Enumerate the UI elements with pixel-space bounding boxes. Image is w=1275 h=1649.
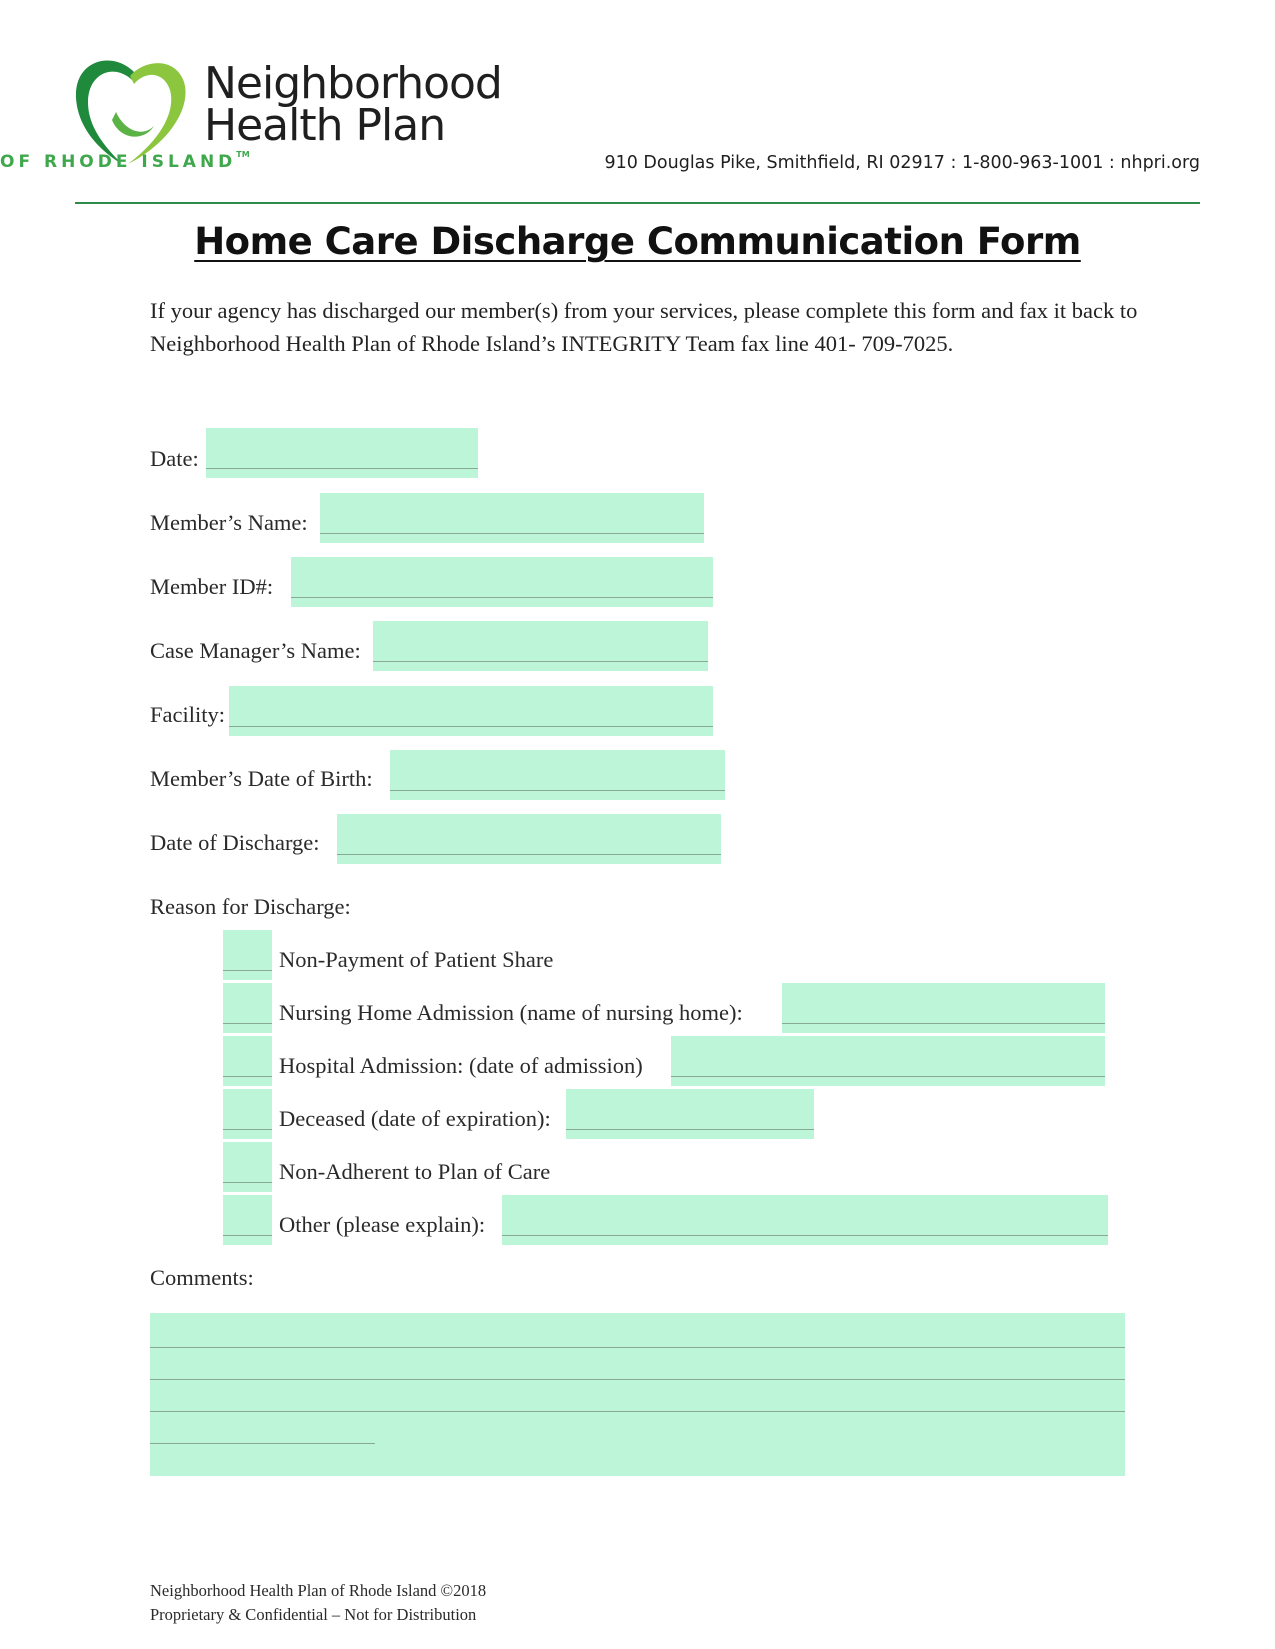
other-explain-container: [502, 1195, 1108, 1245]
header-divider: [75, 202, 1200, 204]
date-field[interactable]: [206, 428, 478, 478]
member-name-field[interactable]: [320, 493, 704, 543]
other-label: Other (please explain):: [279, 1212, 486, 1237]
other-checkbox[interactable]: [223, 1195, 272, 1245]
facility-field-container: [229, 686, 713, 736]
deceased-checkbox[interactable]: [223, 1089, 272, 1139]
nursing-home-name-container: [782, 983, 1105, 1033]
date-label: Date:: [150, 446, 199, 471]
hospital-admission-date-field[interactable]: [671, 1036, 1105, 1086]
nursing-home-name-field[interactable]: [782, 983, 1105, 1033]
other-explain-field[interactable]: [502, 1195, 1108, 1245]
member-id-label: Member ID#:: [150, 574, 274, 599]
nursing-home-checkbox[interactable]: [223, 983, 272, 1033]
non-payment-label: Non-Payment of Patient Share: [279, 947, 554, 972]
deceased-label: Deceased (date of expiration):: [279, 1106, 551, 1131]
brand-name-line3: OF RHODE ISLAND™: [0, 150, 250, 172]
footer-confidential: Proprietary & Confidential – Not for Distribution: [150, 1605, 477, 1624]
member-id-field[interactable]: [291, 557, 713, 607]
member-dob-field[interactable]: [390, 750, 725, 800]
case-manager-field-container: [373, 621, 708, 671]
discharge-date-field-container: [337, 814, 721, 864]
date-field-container: [206, 428, 478, 478]
member-id-field-container: [291, 557, 713, 607]
non-adherent-checkbox[interactable]: [223, 1142, 272, 1192]
comments-field[interactable]: [150, 1313, 1125, 1476]
discharge-date-field[interactable]: [337, 814, 721, 864]
member-name-field-container: [320, 493, 704, 543]
expiration-date-field[interactable]: [566, 1089, 814, 1139]
hospital-admission-checkbox[interactable]: [223, 1036, 272, 1086]
expiration-date-container: [566, 1089, 814, 1139]
reason-label: Reason for Discharge:: [150, 894, 351, 919]
facility-field[interactable]: [229, 686, 713, 736]
brand-name-line1: Neighborhood: [204, 58, 502, 109]
facility-label: Facility:: [150, 702, 225, 727]
nursing-home-label: Nursing Home Admission (name of nursing home):: [279, 1000, 743, 1025]
hospital-admission-label: Hospital Admission: (date of admission): [279, 1053, 643, 1078]
comments-area-container: [150, 1313, 1125, 1476]
comments-label: Comments:: [150, 1265, 254, 1290]
discharge-date-label: Date of Discharge:: [150, 830, 320, 855]
case-manager-field[interactable]: [373, 621, 708, 671]
instructions-text: If your agency has discharged our member(s) from your services, please complete this form and fax it back to Neighborhood Health Plan of Rhode Island’s INTEGRITY Team fax line 401- 709-7025.: [150, 298, 1138, 356]
footer-copyright: Neighborhood Health Plan of Rhode Island ©2018: [150, 1581, 487, 1600]
form-title: Home Care Discharge Communication Form: [194, 220, 1081, 263]
contact-address: 910 Douglas Pike, Smithfield, RI 02917 : 1-800-963-1001 : nhpri.org: [604, 153, 1200, 173]
case-manager-label: Case Manager’s Name:: [150, 638, 361, 663]
brand-name-line2: Health Plan: [204, 100, 446, 151]
non-adherent-label: Non-Adherent to Plan of Care: [279, 1159, 551, 1184]
member-dob-label: Member’s Date of Birth:: [150, 766, 373, 791]
non-payment-checkbox[interactable]: [223, 930, 272, 980]
hospital-admission-date-container: [671, 1036, 1105, 1086]
member-dob-field-container: [390, 750, 725, 800]
member-name-label: Member’s Name:: [150, 510, 308, 535]
